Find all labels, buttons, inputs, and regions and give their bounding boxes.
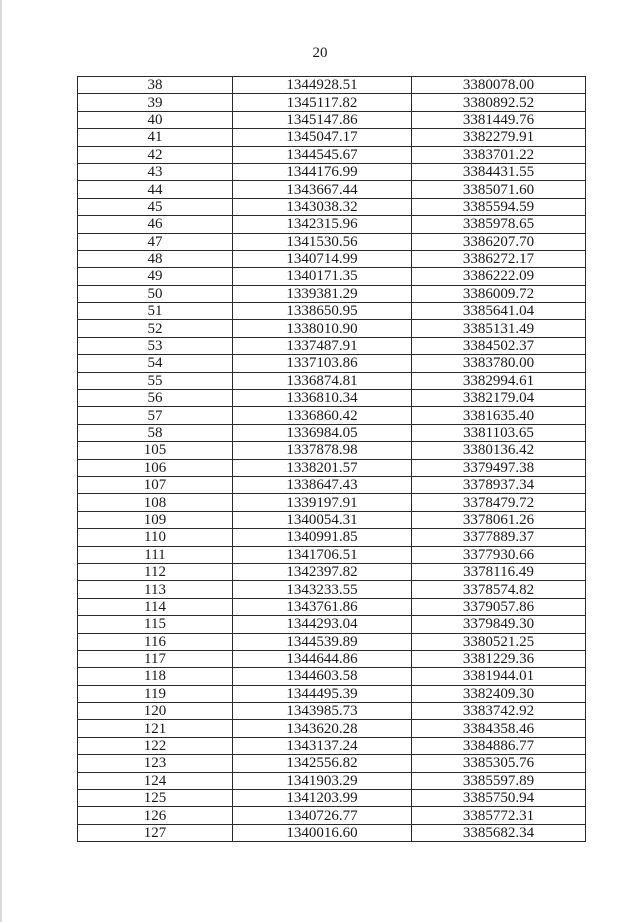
x-coordinate-cell: 1340054.31 bbox=[233, 511, 412, 528]
point-number-cell: 39 bbox=[78, 94, 233, 111]
table-row bbox=[78, 650, 586, 667]
table-row bbox=[78, 146, 586, 163]
y-coordinate-cell: 3378937.34 bbox=[412, 476, 586, 493]
y-coordinate-cell: 3385131.49 bbox=[412, 320, 586, 337]
x-coordinate-cell: 1341903.29 bbox=[233, 772, 412, 789]
point-number-cell: 41 bbox=[78, 129, 233, 146]
y-coordinate-cell: 3381635.40 bbox=[412, 407, 586, 424]
y-coordinate-cell: 3385305.76 bbox=[412, 755, 586, 772]
point-number-cell: 55 bbox=[78, 372, 233, 389]
y-coordinate-cell: 3381103.65 bbox=[412, 424, 586, 441]
table-row bbox=[78, 494, 586, 511]
table-row bbox=[78, 598, 586, 615]
point-number-cell: 49 bbox=[78, 268, 233, 285]
point-number-cell: 52 bbox=[78, 320, 233, 337]
x-coordinate-cell: 1341530.56 bbox=[233, 233, 412, 250]
x-coordinate-cell: 1339197.91 bbox=[233, 494, 412, 511]
x-coordinate-cell: 1339381.29 bbox=[233, 285, 412, 302]
table-row bbox=[78, 181, 586, 198]
point-number-cell: 38 bbox=[78, 77, 233, 94]
x-coordinate-cell: 1338201.57 bbox=[233, 459, 412, 476]
y-coordinate-cell: 3385682.34 bbox=[412, 824, 586, 841]
point-number-cell: 108 bbox=[78, 494, 233, 511]
y-coordinate-cell: 3383701.22 bbox=[412, 146, 586, 163]
point-number-cell: 127 bbox=[78, 824, 233, 841]
table-row bbox=[78, 511, 586, 528]
x-coordinate-cell: 1344176.99 bbox=[233, 163, 412, 180]
y-coordinate-cell: 3385772.31 bbox=[412, 807, 586, 824]
x-coordinate-cell: 1343667.44 bbox=[233, 181, 412, 198]
table-row bbox=[78, 755, 586, 772]
y-coordinate-cell: 3385597.89 bbox=[412, 772, 586, 789]
x-coordinate-cell: 1340016.60 bbox=[233, 824, 412, 841]
x-coordinate-cell: 1336984.05 bbox=[233, 424, 412, 441]
coordinates-table-body bbox=[78, 77, 586, 842]
point-number-cell: 50 bbox=[78, 285, 233, 302]
point-number-cell: 106 bbox=[78, 459, 233, 476]
y-coordinate-cell: 3380136.42 bbox=[412, 442, 586, 459]
y-coordinate-cell: 3385641.04 bbox=[412, 303, 586, 320]
x-coordinate-cell: 1343137.24 bbox=[233, 737, 412, 754]
y-coordinate-cell: 3384358.46 bbox=[412, 720, 586, 737]
table-row bbox=[78, 198, 586, 215]
point-number-cell: 122 bbox=[78, 737, 233, 754]
y-coordinate-cell: 3378061.26 bbox=[412, 511, 586, 528]
table-row bbox=[78, 790, 586, 807]
point-number-cell: 58 bbox=[78, 424, 233, 441]
x-coordinate-cell: 1343985.73 bbox=[233, 703, 412, 720]
y-coordinate-cell: 3380892.52 bbox=[412, 94, 586, 111]
scan-edge-shadow bbox=[0, 0, 2, 922]
table-row bbox=[78, 529, 586, 546]
table-row bbox=[78, 337, 586, 354]
x-coordinate-cell: 1343761.86 bbox=[233, 598, 412, 615]
y-coordinate-cell: 3382179.04 bbox=[412, 390, 586, 407]
table-row bbox=[78, 407, 586, 424]
table-row bbox=[78, 668, 586, 685]
y-coordinate-cell: 3381449.76 bbox=[412, 111, 586, 128]
table-row bbox=[78, 442, 586, 459]
table-row bbox=[78, 233, 586, 250]
x-coordinate-cell: 1340726.77 bbox=[233, 807, 412, 824]
point-number-cell: 111 bbox=[78, 546, 233, 563]
table-row bbox=[78, 129, 586, 146]
point-number-cell: 118 bbox=[78, 668, 233, 685]
y-coordinate-cell: 3386272.17 bbox=[412, 250, 586, 267]
point-number-cell: 116 bbox=[78, 633, 233, 650]
y-coordinate-cell: 3386222.09 bbox=[412, 268, 586, 285]
x-coordinate-cell: 1344928.51 bbox=[233, 77, 412, 94]
x-coordinate-cell: 1341203.99 bbox=[233, 790, 412, 807]
x-coordinate-cell: 1344603.58 bbox=[233, 668, 412, 685]
point-number-cell: 57 bbox=[78, 407, 233, 424]
table-row bbox=[78, 703, 586, 720]
x-coordinate-cell: 1344539.89 bbox=[233, 633, 412, 650]
point-number-cell: 48 bbox=[78, 250, 233, 267]
y-coordinate-cell: 3381229.36 bbox=[412, 650, 586, 667]
table-row bbox=[78, 77, 586, 94]
x-coordinate-cell: 1344545.67 bbox=[233, 146, 412, 163]
coordinates-table bbox=[77, 76, 586, 842]
table-row bbox=[78, 616, 586, 633]
y-coordinate-cell: 3383780.00 bbox=[412, 355, 586, 372]
table-row bbox=[78, 285, 586, 302]
point-number-cell: 44 bbox=[78, 181, 233, 198]
y-coordinate-cell: 3379497.38 bbox=[412, 459, 586, 476]
y-coordinate-cell: 3378574.82 bbox=[412, 581, 586, 598]
table-row bbox=[78, 807, 586, 824]
point-number-cell: 110 bbox=[78, 529, 233, 546]
point-number-cell: 120 bbox=[78, 703, 233, 720]
y-coordinate-cell: 3385071.60 bbox=[412, 181, 586, 198]
point-number-cell: 112 bbox=[78, 563, 233, 580]
y-coordinate-cell: 3380521.25 bbox=[412, 633, 586, 650]
y-coordinate-cell: 3377889.37 bbox=[412, 529, 586, 546]
x-coordinate-cell: 1343038.32 bbox=[233, 198, 412, 215]
x-coordinate-cell: 1345047.17 bbox=[233, 129, 412, 146]
table-row bbox=[78, 476, 586, 493]
x-coordinate-cell: 1343233.55 bbox=[233, 581, 412, 598]
table-row bbox=[78, 546, 586, 563]
x-coordinate-cell: 1337487.91 bbox=[233, 337, 412, 354]
point-number-cell: 40 bbox=[78, 111, 233, 128]
point-number-cell: 114 bbox=[78, 598, 233, 615]
x-coordinate-cell: 1338010.90 bbox=[233, 320, 412, 337]
x-coordinate-cell: 1344293.04 bbox=[233, 616, 412, 633]
y-coordinate-cell: 3382994.61 bbox=[412, 372, 586, 389]
table-row bbox=[78, 111, 586, 128]
y-coordinate-cell: 3384886.77 bbox=[412, 737, 586, 754]
point-number-cell: 56 bbox=[78, 390, 233, 407]
x-coordinate-cell: 1345117.82 bbox=[233, 94, 412, 111]
y-coordinate-cell: 3386009.72 bbox=[412, 285, 586, 302]
x-coordinate-cell: 1341706.51 bbox=[233, 546, 412, 563]
table-row bbox=[78, 772, 586, 789]
table-row bbox=[78, 824, 586, 841]
table-row bbox=[78, 303, 586, 320]
point-number-cell: 107 bbox=[78, 476, 233, 493]
point-number-cell: 119 bbox=[78, 685, 233, 702]
table-row bbox=[78, 268, 586, 285]
x-coordinate-cell: 1336874.81 bbox=[233, 372, 412, 389]
x-coordinate-cell: 1336860.42 bbox=[233, 407, 412, 424]
x-coordinate-cell: 1342315.96 bbox=[233, 216, 412, 233]
point-number-cell: 124 bbox=[78, 772, 233, 789]
y-coordinate-cell: 3384431.55 bbox=[412, 163, 586, 180]
table-row bbox=[78, 372, 586, 389]
point-number-cell: 123 bbox=[78, 755, 233, 772]
y-coordinate-cell: 3380078.00 bbox=[412, 77, 586, 94]
point-number-cell: 113 bbox=[78, 581, 233, 598]
y-coordinate-cell: 3383742.92 bbox=[412, 703, 586, 720]
x-coordinate-cell: 1344495.39 bbox=[233, 685, 412, 702]
point-number-cell: 115 bbox=[78, 616, 233, 633]
point-number-cell: 46 bbox=[78, 216, 233, 233]
x-coordinate-cell: 1345147.86 bbox=[233, 111, 412, 128]
y-coordinate-cell: 3384502.37 bbox=[412, 337, 586, 354]
y-coordinate-cell: 3379057.86 bbox=[412, 598, 586, 615]
table-row bbox=[78, 94, 586, 111]
table-row bbox=[78, 685, 586, 702]
table-row bbox=[78, 355, 586, 372]
y-coordinate-cell: 3378479.72 bbox=[412, 494, 586, 511]
point-number-cell: 43 bbox=[78, 163, 233, 180]
point-number-cell: 105 bbox=[78, 442, 233, 459]
table-row bbox=[78, 720, 586, 737]
x-coordinate-cell: 1337103.86 bbox=[233, 355, 412, 372]
table-row bbox=[78, 216, 586, 233]
x-coordinate-cell: 1343620.28 bbox=[233, 720, 412, 737]
table-row bbox=[78, 320, 586, 337]
x-coordinate-cell: 1340991.85 bbox=[233, 529, 412, 546]
y-coordinate-cell: 3381944.01 bbox=[412, 668, 586, 685]
point-number-cell: 126 bbox=[78, 807, 233, 824]
y-coordinate-cell: 3378116.49 bbox=[412, 563, 586, 580]
point-number-cell: 117 bbox=[78, 650, 233, 667]
point-number-cell: 109 bbox=[78, 511, 233, 528]
y-coordinate-cell: 3386207.70 bbox=[412, 233, 586, 250]
x-coordinate-cell: 1340714.99 bbox=[233, 250, 412, 267]
table-row bbox=[78, 633, 586, 650]
x-coordinate-cell: 1337878.98 bbox=[233, 442, 412, 459]
point-number-cell: 42 bbox=[78, 146, 233, 163]
table-row bbox=[78, 390, 586, 407]
point-number-cell: 125 bbox=[78, 790, 233, 807]
y-coordinate-cell: 3377930.66 bbox=[412, 546, 586, 563]
x-coordinate-cell: 1344644.86 bbox=[233, 650, 412, 667]
x-coordinate-cell: 1336810.34 bbox=[233, 390, 412, 407]
point-number-cell: 47 bbox=[78, 233, 233, 250]
table-row bbox=[78, 581, 586, 598]
point-number-cell: 45 bbox=[78, 198, 233, 215]
point-number-cell: 54 bbox=[78, 355, 233, 372]
y-coordinate-cell: 3379849.30 bbox=[412, 616, 586, 633]
y-coordinate-cell: 3385978.65 bbox=[412, 216, 586, 233]
y-coordinate-cell: 3385750.94 bbox=[412, 790, 586, 807]
y-coordinate-cell: 3382409.30 bbox=[412, 685, 586, 702]
table-row bbox=[78, 563, 586, 580]
point-number-cell: 51 bbox=[78, 303, 233, 320]
x-coordinate-cell: 1340171.35 bbox=[233, 268, 412, 285]
point-number-cell: 53 bbox=[78, 337, 233, 354]
table-row bbox=[78, 163, 586, 180]
page-number: 20 bbox=[312, 45, 328, 61]
table-row bbox=[78, 737, 586, 754]
table-row bbox=[78, 250, 586, 267]
x-coordinate-cell: 1338647.43 bbox=[233, 476, 412, 493]
y-coordinate-cell: 3385594.59 bbox=[412, 198, 586, 215]
x-coordinate-cell: 1342397.82 bbox=[233, 563, 412, 580]
x-coordinate-cell: 1338650.95 bbox=[233, 303, 412, 320]
table-row bbox=[78, 424, 586, 441]
point-number-cell: 121 bbox=[78, 720, 233, 737]
x-coordinate-cell: 1342556.82 bbox=[233, 755, 412, 772]
table-row bbox=[78, 459, 586, 476]
y-coordinate-cell: 3382279.91 bbox=[412, 129, 586, 146]
